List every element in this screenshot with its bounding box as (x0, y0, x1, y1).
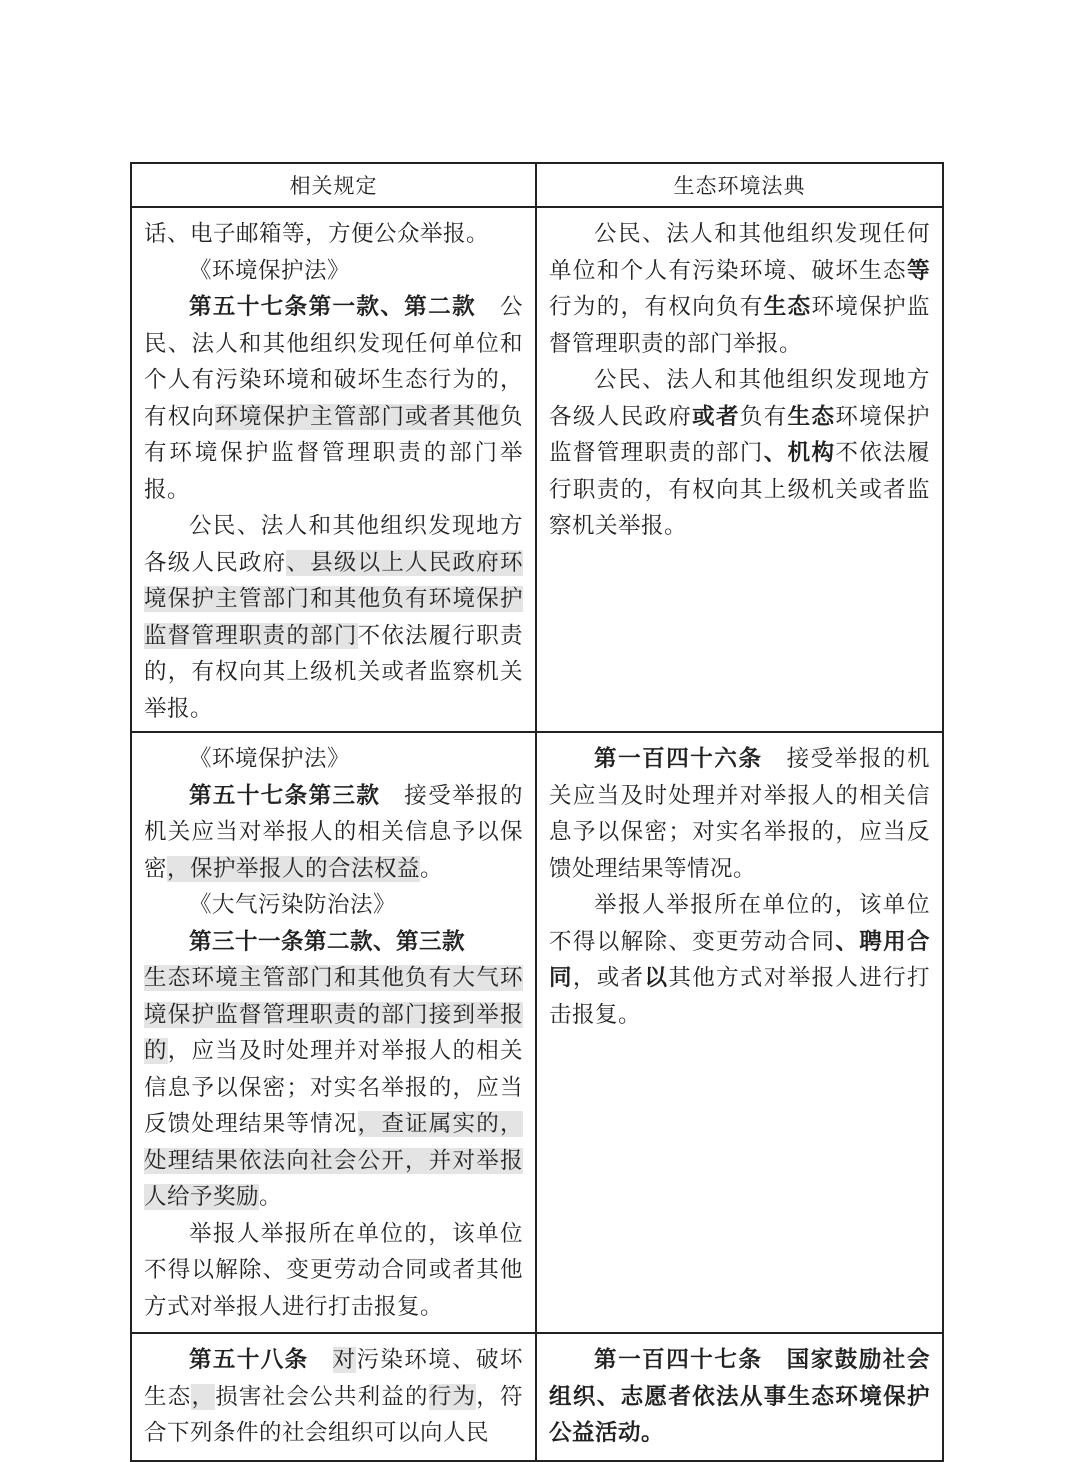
table-row (131, 207, 943, 732)
header-row (131, 163, 943, 207)
bold-change: 、机构 (763, 440, 836, 466)
law-title: 《环境保护法》 (189, 746, 351, 772)
text: ，符合下列条件的社会组织可以向人民 (144, 1383, 523, 1446)
left-cell (131, 1333, 536, 1461)
text: 行为的，有权向负有 (549, 294, 764, 320)
article-number: 第一百四十六条 (594, 746, 763, 772)
text: 污染环境、破坏生态 (144, 1347, 523, 1410)
text: 公民、法人和其他组织发现地方各级人民政府 (144, 513, 523, 576)
text: 公民、法人和其他组织发现地方各级人民政府 (549, 367, 930, 430)
header-eco-code: 生态环境法典 (536, 163, 943, 207)
highlight: ， (191, 1383, 216, 1410)
article-number: 第一百四十七条 (594, 1347, 763, 1373)
left-cell (131, 207, 536, 732)
paragraph (144, 1342, 523, 1452)
text: 环境保护监督管理职责的部门 (549, 403, 930, 466)
text: 。 (259, 1184, 283, 1210)
right-cell (536, 1333, 943, 1461)
highlight: ，保护举报人的合法权益 (167, 855, 421, 882)
paragraph (144, 778, 523, 888)
bold-change: 、聘用合同 (549, 928, 930, 991)
text: 负有环境保护监督管理职责的部门举报。 (144, 403, 523, 503)
highlight: ，查证属实的，处理结果依法向社会公开，并对举报人给予奖励 (144, 1111, 523, 1210)
text: 其他方式对举报人进行打击报复。 (549, 965, 930, 1028)
law-title: 《大气污染防治法》 (189, 892, 397, 918)
header-related-provisions: 相关规定 (131, 163, 536, 207)
comparison-table (130, 162, 944, 1462)
text: 接受举报的机关应当对举报人的相关信息予以保密 (144, 782, 523, 882)
text: ，应当及时处理并对举报人的相关信息予以保密；对实名举报的，应当反馈处理结果等情况 (144, 1038, 523, 1137)
highlight: 生态环境主管部门和其他负有大气环境保护监督管理职责的部门接到举报的 (144, 965, 523, 1064)
article-number: 第五十八条 (189, 1347, 309, 1373)
text: ，或者 (572, 965, 645, 991)
text: 公民、法人和其他组织发现任何单位和个人有污染环境和破坏生态行为的，有权向 (144, 294, 523, 430)
paragraph (144, 924, 523, 1216)
text: 环境保护监督管理职责的部门举报。 (549, 294, 930, 357)
text: 国家鼓励社会组织、志愿者依法从事生态环境保护公益活动。 (549, 1347, 930, 1446)
text: 不依法履行职责的，有权向其上级机关或者监察机关举报。 (144, 622, 523, 722)
article-number: 第五十七条第一款、第二款 (189, 294, 477, 320)
bold-change: 或者 (692, 403, 740, 430)
bold-change: 生态 (763, 294, 812, 320)
paragraph (549, 216, 930, 362)
highlight: 环境保护主管部门或者其他 (215, 403, 500, 430)
law-title: 《环境保护法》 (189, 257, 351, 284)
text: 公民、法人和其他组织发现任何单位和个人有污染环境、破坏生态 (549, 221, 930, 284)
text: 接受举报的机关应当及时处理并对举报人的相关信息予以保密；对实名举报的，应当反馈处理结果等情况。 (549, 746, 930, 882)
text: 负有 (739, 403, 788, 430)
table-row (131, 1333, 943, 1461)
paragraph: 举报人举报所在单位的，该单位不得以解除、变更劳动合同或者其他方式对举报人进行打击报复。 (144, 1220, 523, 1320)
highlight: 行为 (428, 1383, 477, 1410)
highlight: 对 (332, 1347, 357, 1373)
right-cell (536, 207, 943, 732)
article-number: 第三十一条第二款、第三款 (189, 928, 466, 955)
article-number: 第五十七条第三款 (189, 782, 381, 809)
highlight: 、县级以上人民政府环境保护主管部门和其他负有环境保护监督管理职责的部门 (144, 549, 523, 649)
paragraph (549, 741, 930, 887)
paragraph (549, 1342, 930, 1452)
text: 损害社会公共利益的 (215, 1383, 429, 1410)
right-cell (536, 732, 943, 1333)
table-row (131, 732, 943, 1333)
text: 不依法履行职责的，有权向其上级机关或者监察机关举报。 (549, 440, 930, 539)
bold-change: 生态 (787, 403, 836, 430)
paragraph (144, 289, 523, 508)
bold-change: 以 (644, 965, 669, 991)
paragraph: 话、电子邮箱等，方便公众举报。 (144, 221, 490, 247)
bold-change: 等 (906, 257, 930, 284)
text: 举报人举报所在单位的，该单位不得以解除、变更劳动合同 (549, 892, 930, 955)
paragraph (144, 508, 523, 727)
text: 。 (420, 855, 444, 882)
paragraph (549, 362, 930, 545)
paragraph (549, 887, 930, 1033)
left-cell (131, 732, 536, 1333)
